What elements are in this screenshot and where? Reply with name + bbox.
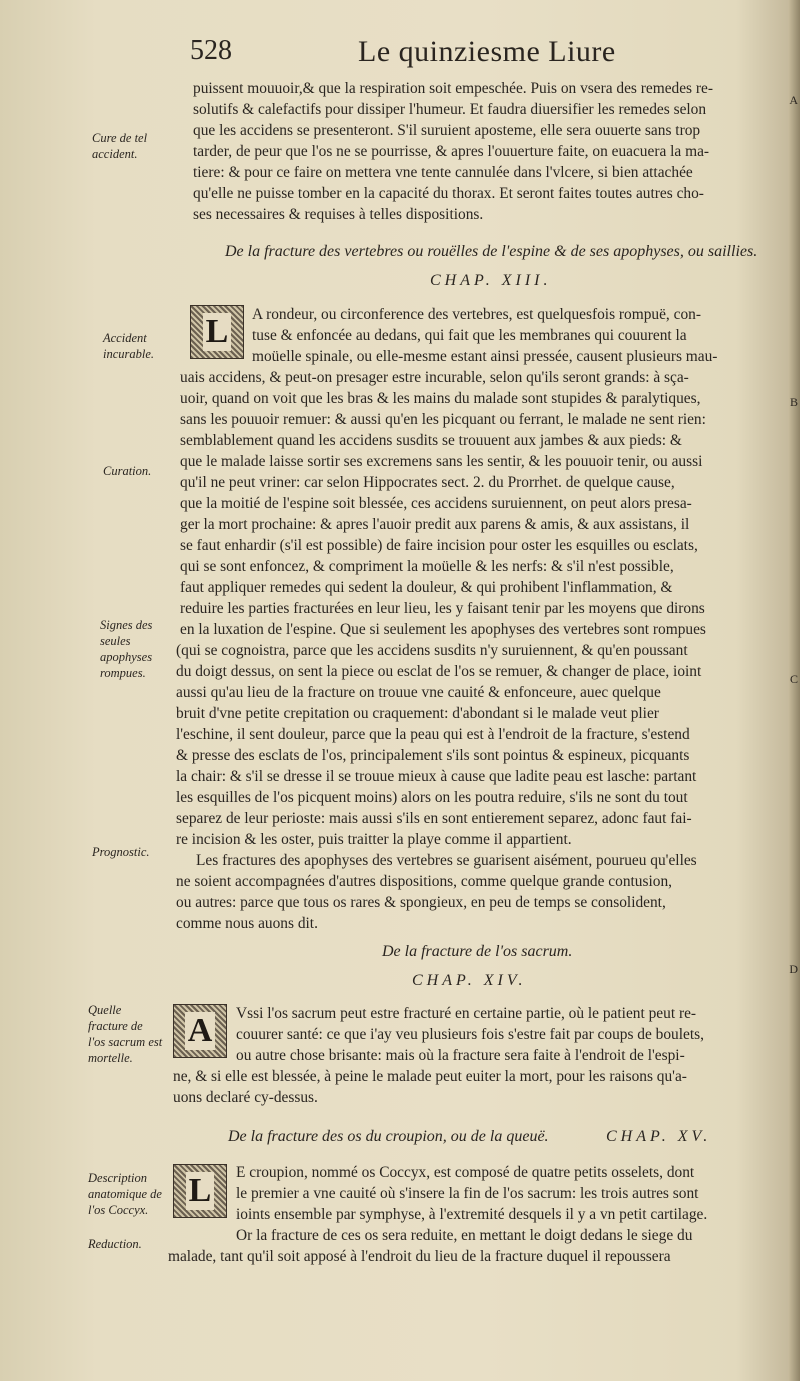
text-line: aussi qu'au lieu de la fracture on trouue vne cauité & enfonceure, auec quelque [176,684,661,701]
margin-note-curation: Curation. [103,464,152,478]
text-line: se faut enhardir (s'il est possible) de faire incision pour oster les esquilles ou esclats, [180,537,698,554]
margin-letter-d: D [789,962,798,976]
text-line: ses necessaires & requises à telles dispositions. [193,206,484,223]
decorated-initial-l [173,1164,227,1218]
initial-letter: L [203,313,232,351]
text-line: separez de leur perioste: mais aussi s'ils en sont entierement separez, adonc faut fai- [176,810,692,827]
text-line: faut appliquer remedes qui sedent la douleur, & qui prohibent l'inflammation, & [180,579,673,596]
text-line: ger la mort prochaine: & apres l'auoir predit aux parens & amis, & aux assistans, il [180,516,690,533]
decorated-initial-a [173,1004,227,1058]
initial-letter: L [186,1172,215,1210]
initial-letter: A [185,1012,216,1050]
text-line: ou autres: parce que tous os rares & spongieux, en peu de temps se consolident, [176,894,666,911]
text-line: & presse des esclats de l'os, principalement s'ils sont pointus & espineux, picquants [176,747,690,764]
text-line: comme nous auons dit. [176,915,318,932]
text-line: en la luxation de l'espine. Que si seulement les apophyses des vertebres sont rompues [180,621,706,638]
text-line: ioints ensemble par symphyse, à l'extremité desquels il y a vn petit cartilage. [236,1206,708,1223]
text-line: que les accidens se presenteront. S'il suruient aposteme, elle sera ouuerte sans trop [193,122,701,139]
text-line: sans les pouuoir remuer: & aussi qu'en les picquant ou ferrant, le malade ne sent rien: [180,411,706,428]
page-header [0,35,800,75]
page-number: 528 [190,35,232,66]
text-line: semblablement quand les accidens susdits se trouuent aux jambes & aux pieds: & [180,432,682,449]
text-line: ne soient accompagnées d'autres dispositions, comme quelque grande contusion, [176,873,673,890]
text-line: ou autre chose brisante: mais où la fracture sera faite à l'endroit de l'espi- [236,1047,685,1064]
text-line: bruit d'vne petite crepitation ou craquement: d'abondant si le malade veut plier [176,705,659,722]
chapter-13-title: De la fracture des vertebres ou rouëlles de l'espine & de ses apophyses, ou saillies. [225,243,758,260]
text-line: que la moitié de l'espine soit blessée, ces accidens suruiennent, on peut alors presa- [180,495,692,512]
text-line: tiere: & pour ce faire on mettera vne tente cannulée dans l'vlcere, si bien attachée [193,164,693,181]
text-line: du doigt dessus, on sent la piece ou esclat de l'os se remuer, & changer de place, ioint [176,663,702,680]
text-line: Les fractures des apophyses des vertebres se guarisent aisément, pourueu qu'elles [196,852,697,869]
text-line: solutifs & calefactifs pour dissiper l'humeur. Et faudra diuersifier les remedes selon [193,101,707,118]
text-line: qu'elle ne puisse tomber en la capacité du thorax. Et seront faites toutes autres cho- [193,185,704,202]
text-line: re incision & les oster, puis traitter la playe comme il appartient. [176,831,572,848]
text-line: qui se sont enfoncez, & compriment la moüelle & les nerfs: & s'il n'est possible, [180,558,674,575]
page-edge-shadow [788,0,800,1381]
text-line: A rondeur, ou circonference des vertebres, est quelquesfois rompuë, con- [252,306,701,323]
margin-letter-b: B [789,395,798,409]
margin-note-cure: Cure de tel accident. [92,131,148,161]
text-line: puissent mouuoir,& que la respiration soit empeschée. Puis on vsera des remedes re- [193,80,713,97]
text-line: E croupion, nommé os Coccyx, est composé de quatre petits osselets, dont [236,1164,695,1181]
chapter-15-title: De la fracture des os du croupion, ou de la queuë. [228,1128,549,1145]
text-line: l'eschine, il sent douleur, parce que la peau qui est à l'endroit de la fracture, s'estend [176,726,690,743]
text-line: les esquilles de l'os picquent moins) alors on les poutra reduire, s'ils ne sont du tout [176,789,688,806]
text-line: Or la fracture de ces os sera reduite, en mettant le doigt dedans le siege du [236,1227,693,1244]
chapter-13-number: CHAP. XIII. [430,272,552,289]
margin-note-reduction: Reduction. [88,1237,142,1251]
margin-note-incurable: Accident incurable. [103,331,155,361]
margin-letter-a: A [789,93,798,107]
text-line: la chair: & s'il se dresse il se trouue mieux à cause que ladite peau est lasche: partant [176,768,697,785]
text-line: moüelle spinale, ou elle-mesme estant ainsi pressée, causent plusieurs mau- [252,348,718,365]
chapter-14-number: CHAP. XIV. [412,972,527,989]
text-line: que le malade laisse sortir ses excremens sans les sentir, & les pouuoir tenir, ou aussi [180,453,703,470]
margin-note-coccyx: Description anatomique de l'os Coccyx. [88,1171,162,1217]
chapter-14-title: De la fracture de l'os sacrum. [382,943,573,960]
text-line: Vssi l'os sacrum peut estre fracturé en certaine partie, où le patient peut re- [236,1005,697,1022]
text-line: tarder, de peur que l'os ne se pourrisse, & apres l'ouuerture faite, on euacuera la ma- [193,143,710,160]
decorated-initial-l [190,305,244,359]
text-line: (qui se cognoistra, parce que les accidens susdits n'y suruiennent, & qu'en poussant [176,642,688,659]
text-line: couurer santé: ce que i'ay veu plusieurs fois s'estre fait par coups de boulets, [236,1026,704,1043]
text-line: qu'il ne peut vriner: car selon Hippocrates sect. 2. du Prorrhet. de quelque cause, [180,474,675,491]
text-line: tuse & enfoncée au dedans, qui fait que les membranes qui couurent la [252,327,687,344]
running-title: Le quinziesme Liure [358,35,616,68]
text-line: malade, tant qu'il soit apposé à l'endroit du lieu de la fracture duquel il repoussera [168,1248,671,1265]
margin-note-sacrum: Quelle fracture de l'os sacrum est mortelle. [88,1003,163,1065]
text-line: uoir, quand on voit que les bras & les mains du malade sont stupides & paralytiques, [180,390,701,407]
text-line: ne, & si elle est blessée, à peine le malade peut euiter la mort, pour les raisons qu'a- [173,1068,687,1085]
text-line: reduire les parties fracturées en leur lieu, les y faisant tenir par les moyens que dirons [180,600,705,617]
text-line: le premier a vne cauité où s'insere la fin de l'os sacrum: les trois autres sont [236,1185,699,1202]
margin-letter-c: C [789,672,798,686]
text-line: uons declaré cy-dessus. [173,1089,318,1106]
chapter-15-number: CHAP. XV. [606,1128,712,1145]
margin-note-signes: Signes des seules apophyses rompues. [100,618,153,680]
margin-note-prognostic: Prognostic. [92,845,150,859]
text-line: uais accidens, & peut-on presager estre incurable, selon qu'ils seront grands: à sça- [180,369,689,386]
